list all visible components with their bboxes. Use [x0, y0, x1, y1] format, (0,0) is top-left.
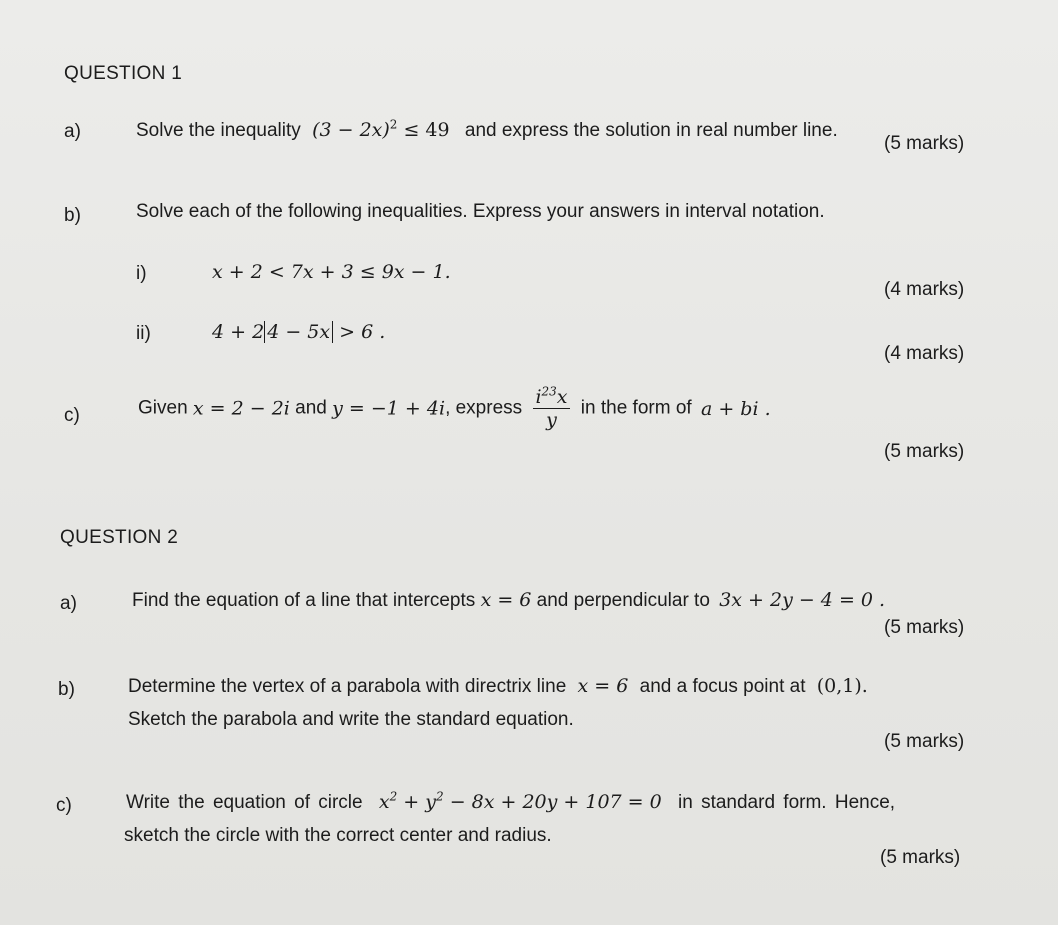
question-2-heading: QUESTION 2 [60, 527, 179, 548]
q1b-ii-abs: 4 − 5x [264, 321, 333, 343]
q1a-math-rest: ≤ 49 [403, 119, 450, 141]
q1a-math-exp: 2 [389, 117, 398, 132]
q2b-math1: x = 6 [577, 675, 629, 697]
q1a-label: a) [64, 121, 81, 142]
q1a-math-base: (3 − 2x) [312, 119, 390, 141]
q2c-math-mid: + y [403, 791, 436, 813]
q1c-fraction-denominator: y [546, 409, 557, 431]
q1a-text-before: Solve the inequality [136, 120, 301, 141]
q2c-exp2: 2 [436, 789, 444, 804]
q2a-text2: and perpendicular to [536, 590, 710, 611]
q1c-form-text: in the form of [580, 397, 692, 419]
q1c-text [138, 386, 771, 431]
q1c-fraction [533, 386, 569, 431]
q2a-math2: 3x + 2y − 4 = 0 . [719, 589, 886, 611]
q2c-math-post: − 8x + 20y + 107 = 0 [449, 791, 662, 813]
q2b-text1: Determine the vertex of a parabola with directrix line [128, 676, 567, 697]
q1b-ii-math [212, 320, 385, 344]
q1c-fraction-numerator [533, 386, 569, 409]
q1c-given: Given [138, 397, 188, 419]
q1a-marks: (5 marks) [884, 133, 965, 154]
q1c-express: , express [445, 397, 523, 419]
q1a-math [312, 119, 450, 141]
q2c-label: c) [56, 795, 72, 816]
q1c-x-eq: x = 2 − 2i [192, 397, 290, 420]
q2c-line2: sketch the circle with the correct center and radius. [124, 825, 552, 846]
q2c-text1: Write the equation of circle [126, 792, 363, 813]
q1b-text: Solve each of the following inequalities. Express your answers in interval notation. [136, 201, 825, 222]
q2b-marks: (5 marks) [884, 731, 965, 752]
q2a-text1: Find the equation of a line that intercepts [132, 590, 476, 611]
q2a-marks: (5 marks) [884, 617, 965, 638]
q2b-math2: (0,1). [816, 675, 868, 697]
q1c-and: and [295, 397, 327, 419]
q2b-text2: and a focus point at [639, 676, 806, 697]
q1c-form-math: a + bi . [700, 397, 771, 420]
q1c-label: c) [64, 405, 80, 426]
q2c-exp1: 2 [389, 789, 398, 804]
q1b-ii-math-post: > 6 . [339, 321, 386, 343]
q1a-text-after: and express the solution in real number line. [464, 120, 838, 141]
question-1-heading: QUESTION 1 [64, 63, 183, 84]
q2c-text2: in standard form. Hence, [678, 792, 896, 813]
q2a-text [132, 588, 885, 613]
q2c-math-pre: x [378, 791, 390, 813]
q1c-y-eq: y = −1 + 4i [332, 397, 446, 420]
q2a-label: a) [60, 593, 77, 614]
q1b-i-label: i) [136, 263, 147, 284]
q1b-label: b) [64, 205, 81, 226]
q1c-num-exp: 23 [541, 384, 557, 399]
q2c-text [126, 790, 895, 815]
q1b-ii-marks: (4 marks) [884, 343, 965, 364]
q2a-math1: x = 6 [480, 589, 532, 611]
q1a-text [136, 118, 838, 143]
q1c-marks: (5 marks) [884, 441, 965, 462]
q1b-i-marks: (4 marks) [884, 279, 965, 300]
q2b-line2: Sketch the parabola and write the standard equation. [128, 709, 574, 730]
q1b-ii-math-pre: 4 + 2 [212, 321, 265, 343]
q1c-num-var: x [556, 386, 568, 408]
q2c-math [379, 791, 662, 813]
q1b-i-math: x + 2 < 7x + 3 ≤ 9x − 1. [212, 261, 451, 283]
q2b-label: b) [58, 679, 75, 700]
q1c-num-base: i [535, 386, 542, 408]
q2c-marks: (5 marks) [880, 847, 961, 868]
q1b-ii-label: ii) [136, 323, 151, 344]
q2b-text [128, 674, 868, 699]
